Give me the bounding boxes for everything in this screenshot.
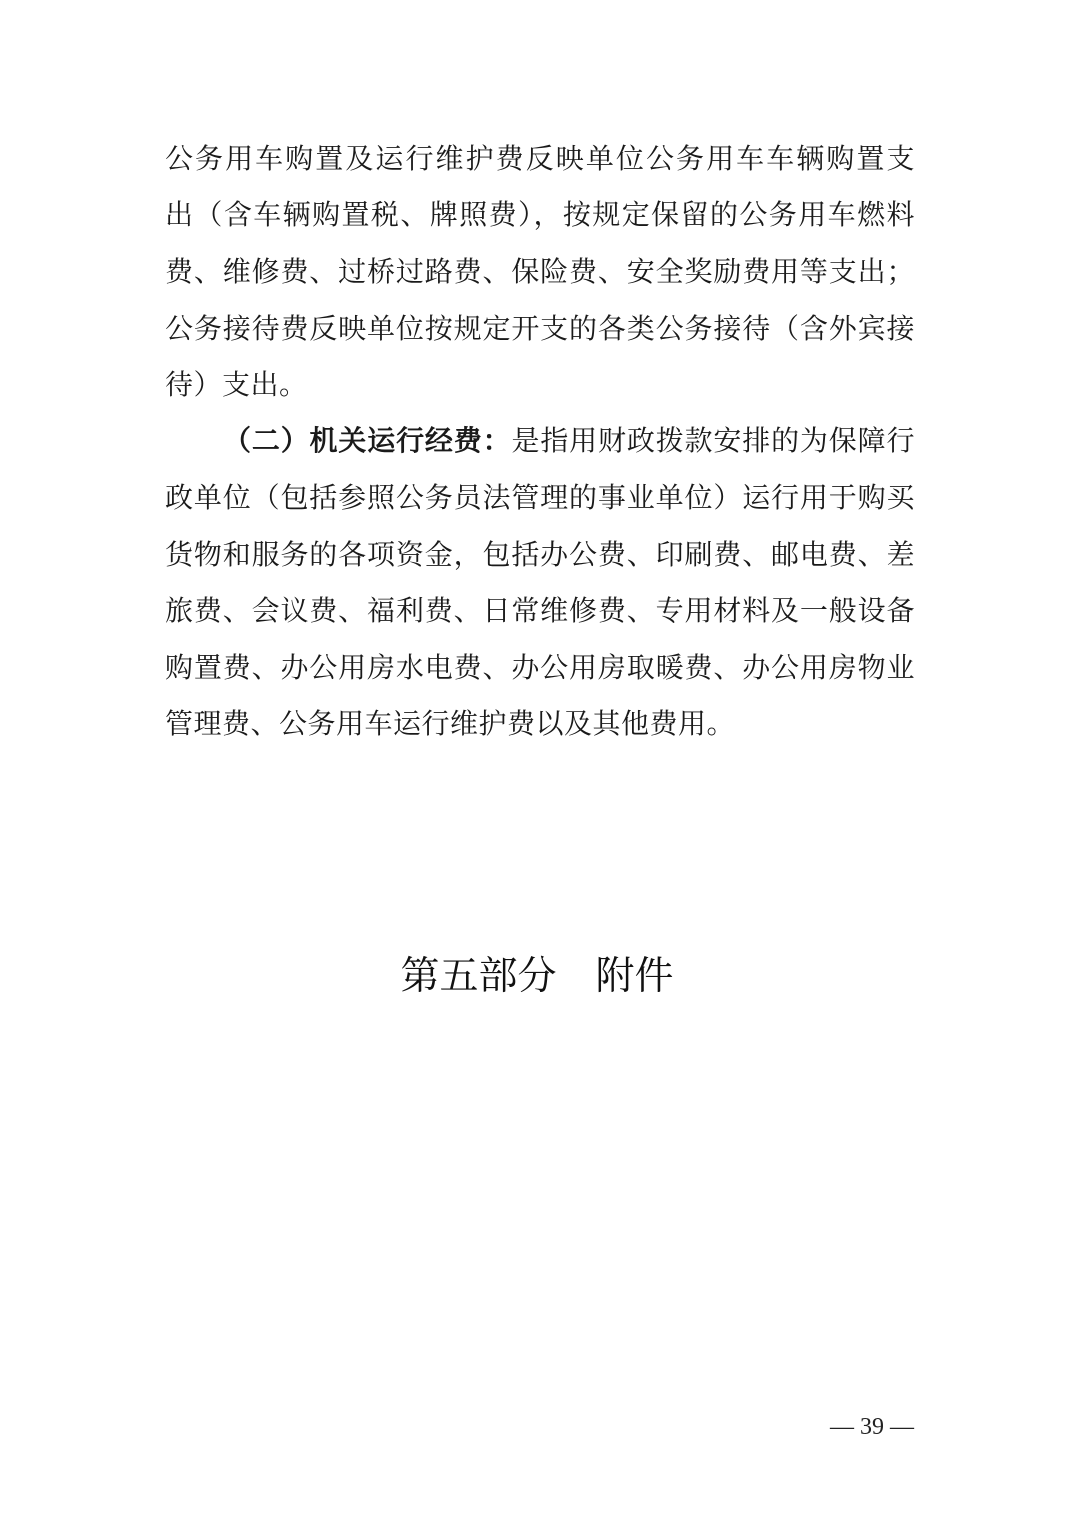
paragraph-2-line-6: 管理费、公务用车运行维护费以及其他费用。 bbox=[165, 707, 736, 740]
section-heading: 第五部分 附件 bbox=[400, 954, 674, 999]
paragraph-1-line-5: 待）支出。 bbox=[165, 368, 308, 401]
page-number: — 39 — bbox=[830, 1414, 914, 1440]
paragraph-1-line-3: 费、维修费、过桥过路费、保险费、安全奖励费用等支出； bbox=[165, 255, 915, 288]
paragraph-1-line-4: 公务接待费反映单位按规定开支的各类公务接待（含外宾接 bbox=[165, 312, 915, 345]
paragraph-2-line-1 bbox=[223, 412, 915, 470]
paragraph-2-line-5: 购置费、办公用房水电费、办公用房取暖费、办公用房物业 bbox=[165, 651, 915, 684]
paragraph-2-line-4: 旅费、会议费、福利费、日常维修费、专用材料及一般设备 bbox=[165, 594, 915, 627]
paragraph-2-heading: （二）机关运行经费： bbox=[223, 424, 512, 457]
paragraph-1-line-2: 出（含车辆购置税、牌照费），按规定保留的公务用车燃料 bbox=[165, 198, 915, 231]
paragraph-2-line-3: 货物和服务的各项资金，包括办公费、印刷费、邮电费、差 bbox=[165, 538, 915, 571]
paragraph-2-line-1-text: 是指用财政拨款安排的为保障行 bbox=[511, 424, 915, 457]
paragraph-2-line-2: 政单位（包括参照公务员法管理的事业单位）运行用于购买 bbox=[165, 481, 915, 514]
paragraph-1-line-1: 公务用车购置及运行维护费反映单位公务用车车辆购置支 bbox=[165, 142, 915, 175]
